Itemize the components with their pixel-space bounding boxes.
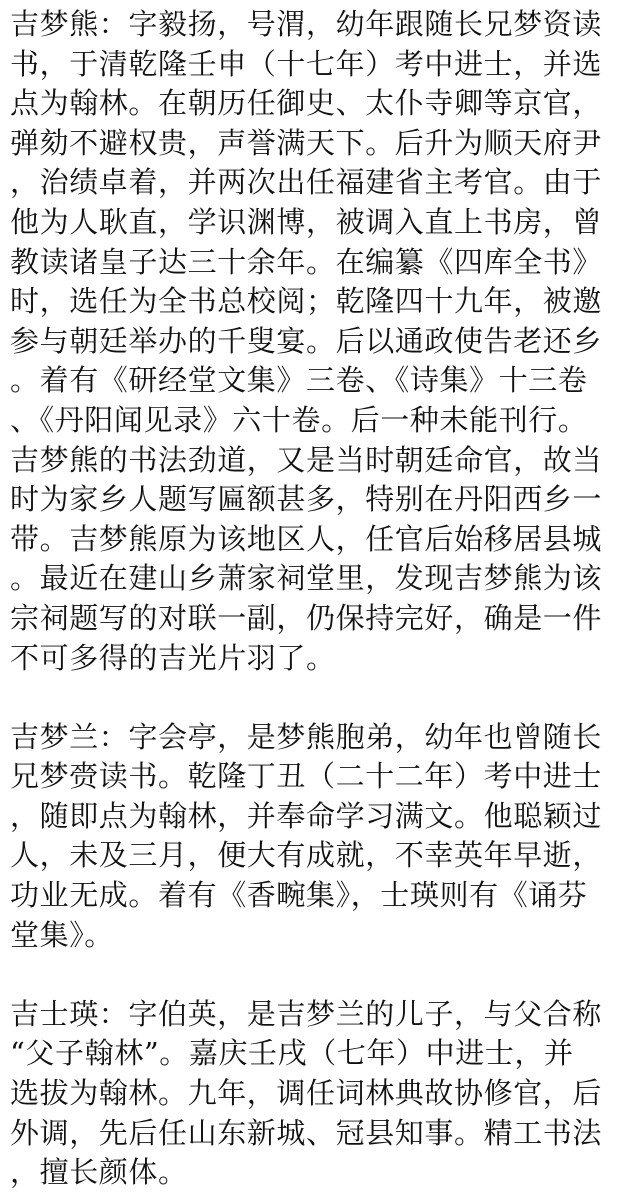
paragraph-spacer [10, 678, 632, 718]
text-line: 外调，先后任山东新城、冠县知事。精工书法 [10, 1115, 603, 1150]
text-line: 宗祠题写的对联一副，仍保持完好，确是一件 [10, 600, 603, 635]
paragraph-ji-mengxiong [10, 5, 632, 678]
text-line: 、《丹阳闻见录》六十卷。后一种未能刊行。 [10, 402, 588, 437]
text-line: 教读诸皇子达三十余年。在编纂《四库全书》 [10, 244, 603, 279]
text-line: 时为家乡人题写匾额甚多，特别在丹阳西乡一 [10, 482, 603, 517]
document-body [10, 5, 632, 1193]
text-line: 吉士瑛：字伯英，是吉梦兰的儿子，与父合称 [10, 996, 603, 1031]
text-line: 他为人耿直，学识渊博，被调入直上书房，曾 [10, 204, 603, 239]
text-line: 吉梦熊：字毅扬，号渭，幼年跟随长兄梦资读 [10, 7, 603, 41]
text-line: ，擅长颜体。 [10, 1155, 188, 1190]
text-line: ，随即点为翰林，并奉命学习满文。他聪颖过 [10, 798, 603, 833]
paragraph-ji-menglan [10, 718, 632, 956]
text-line: 时，选任为全书总校阅；乾隆四十九年，被邀 [10, 284, 603, 319]
text-line: 书，于清乾隆壬申（十七年）考中进士，并选 [10, 46, 603, 81]
text-line: 吉梦熊的书法劲道，又是当时朝廷命官，故当 [10, 442, 603, 477]
text-line: 兄梦赍读书。乾隆丁丑（二十二年）考中进士 [10, 759, 603, 794]
text-line: 参与朝廷举办的千叟宴。后以通政使告老还乡 [10, 323, 603, 358]
paragraph-ji-shiying [10, 995, 632, 1193]
text-line: 功业无成。着有《香畹集》，士瑛则有《诵芬 [10, 878, 588, 913]
text-line: 。最近在建山乡萧家祠堂里，发现吉梦熊为该 [10, 561, 603, 596]
text-line: 选拔为翰林。九年，调任词林典故协修官，后 [10, 1076, 603, 1111]
text-line: 点为翰林。在朝历任御史、太仆寺卿等京官， [10, 86, 603, 121]
text-line: 带。吉梦熊原为该地区人，任官后始移居县城 [10, 521, 603, 556]
text-line: ，治绩卓着，并两次出任福建省主考官。由于 [10, 165, 603, 200]
text-line: 人，未及三月，便大有成就，不幸英年早逝， [10, 838, 603, 873]
text-line: 堂集》。 [10, 917, 114, 952]
text-line: 。着有《研经堂文集》三卷、《诗集》十三卷 [10, 363, 588, 398]
text-line: 吉梦兰：字会亭，是梦熊胞弟，幼年也曾随长 [10, 719, 603, 754]
text-line: 弹劾不避权贵，声誉满天下。后升为顺天府尹 [10, 125, 603, 160]
text-line: “父子翰林”。嘉庆壬戌（七年）中进士，并 [10, 1036, 574, 1071]
paragraph-spacer [10, 955, 632, 995]
text-line: 不可多得的吉光片羽了。 [10, 640, 336, 675]
